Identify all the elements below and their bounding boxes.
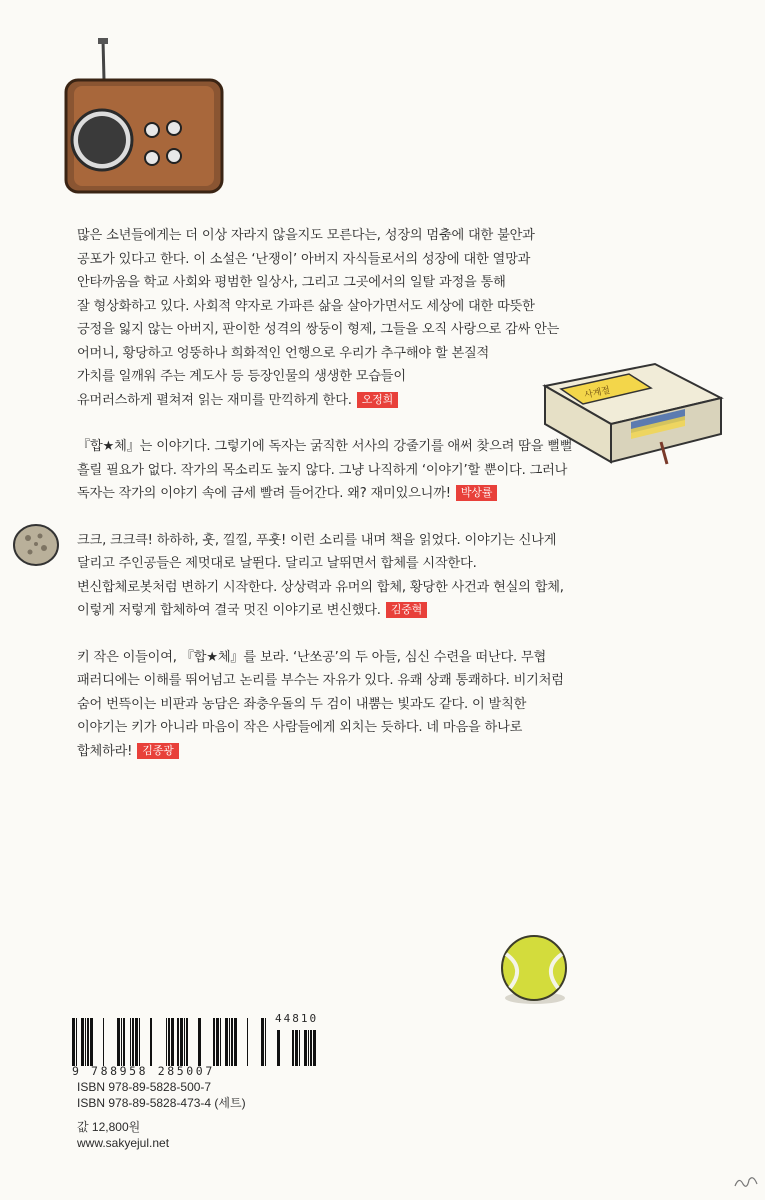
barcode-bar <box>166 1018 167 1066</box>
review-line: 키 작은 이들이여, 『합★체』를 보라. ‘난쏘공’의 두 아들, 심신 수련을 떠난다. 무협 <box>77 649 547 665</box>
price: 값 12,800원 <box>77 1120 141 1134</box>
barcode-bar <box>220 1018 221 1066</box>
review-line <box>77 482 637 506</box>
reviewer-name-tag: 오정희 <box>357 392 398 408</box>
review-paragraph <box>77 435 637 506</box>
review-line: 이야기는 키가 아니라 마음이 작은 사람들에게 외치는 듯하다. 네 마음을 하나로 <box>77 720 523 735</box>
barcode-bar <box>139 1018 140 1066</box>
review-line: 변신합체로봇처럼 변하기 시작한다. 상상력과 유머의 합체, 황당한 사건과 현실의 합체, <box>77 579 564 595</box>
price-block <box>77 1119 169 1151</box>
barcode-bar <box>198 1018 201 1066</box>
barcode-bar <box>265 1018 266 1066</box>
ean-barcode-bars <box>72 1018 267 1066</box>
website-link[interactable]: www.sakyejul.net <box>77 1136 170 1150</box>
barcode-bar <box>168 1018 170 1066</box>
review-line: 달리고 주인공들은 제멋대로 날뛴다. 달리고 날뛰면서 합체를 시작한다. <box>77 556 477 571</box>
barcode-bar <box>135 1018 138 1066</box>
barcode-bar <box>130 1018 131 1066</box>
reviewer-name-tag: 김종광 <box>137 743 178 759</box>
review-line-text: 이렇게 저렇게 합체하여 결국 멋진 이야기로 변신했다. <box>77 603 381 618</box>
barcode-bar <box>229 1018 230 1066</box>
barcode-bar <box>184 1018 185 1066</box>
barcode-bar <box>76 1018 77 1066</box>
barcode-bar <box>72 1018 75 1066</box>
isbn-line: ISBN 978-89-5828-500-7 <box>77 1080 212 1094</box>
review-line <box>77 599 637 623</box>
barcode-bar <box>247 1018 248 1066</box>
barcode-bar <box>295 1030 298 1066</box>
barcode-bar <box>117 1018 120 1066</box>
review-line-text: 유머러스하게 펼쳐져 읽는 재미를 만끽하게 한다. <box>77 392 352 408</box>
review-section <box>77 224 637 786</box>
reviewer-name-tag: 박상률 <box>456 485 497 501</box>
barcode-bar <box>123 1018 125 1066</box>
barcode-bar <box>87 1018 89 1066</box>
addon-digits: 44810 <box>275 1012 319 1025</box>
barcode-bar <box>132 1018 134 1066</box>
review-line-text: 합체하라! <box>77 743 133 759</box>
barcode-bar <box>310 1030 312 1066</box>
review-line: 흘릴 필요가 없다. 작가의 목소리도 높지 않다. 그냥 나직하게 ‘이야기’할 뿐이다. 그러나 <box>77 462 568 478</box>
review-line: 잘 형상화하고 있다. 사회적 약자로 가파른 삶을 살아가면서도 세상에 대한 따뜻한 <box>77 298 535 314</box>
review-paragraph <box>77 646 637 764</box>
barcode-bar <box>85 1018 86 1066</box>
barcode-bar <box>304 1030 307 1066</box>
review-line: 크크, 크크큭! 하하하, 훗, 낄낄, 푸훗! 이런 소리를 내며 책을 읽었다. 이야기는 신나게 <box>77 532 557 548</box>
barcode-bar <box>171 1018 174 1066</box>
barcode-bar <box>213 1018 215 1066</box>
stone-illustration <box>10 520 62 568</box>
barcode-bar <box>292 1030 294 1066</box>
review-line <box>77 740 637 764</box>
barcode-bar <box>177 1018 179 1066</box>
review-line <box>77 389 637 413</box>
review-line: 많은 소년들에게는 더 이상 자라지 않을지도 모른다는, 성장의 멈춤에 대한 불안과 <box>77 228 535 243</box>
barcode-bar <box>216 1018 219 1066</box>
review-line: 어머니, 황당하고 엉뚱하나 희화적인 언행으로 우리가 추구해야 할 본질적 <box>77 345 490 361</box>
barcode-bar <box>299 1030 300 1066</box>
barcode-bar <box>277 1030 280 1066</box>
barcode-bar <box>81 1018 84 1066</box>
review-line: 『합★체』는 이야기다. 그렇기에 독자는 굵직한 서사의 강줄기를 애써 찾으려 땀을 뻘뻘 <box>77 439 573 454</box>
artist-signature <box>733 1172 761 1192</box>
barcode-bar <box>231 1018 233 1066</box>
addon-barcode-bars <box>277 1030 323 1066</box>
isbn-line: ISBN 978-89-5828-473-4 (세트) <box>77 1096 246 1110</box>
barcode-bar <box>90 1018 93 1066</box>
book-cover-text: 사계절 <box>583 385 612 401</box>
barcode-bar <box>225 1018 228 1066</box>
barcode-bar <box>121 1018 122 1066</box>
isbn-barcode <box>72 1012 342 1078</box>
ean-digits: 9 788958 285007 <box>72 1064 215 1078</box>
review-line: 숨어 번뜩이는 비판과 농담은 좌충우돌의 두 검이 내뿜는 빛과도 같다. 이 발칙한 <box>77 696 527 712</box>
review-line: 가치를 일깨워 주는 계도사 등 등장인물의 생생한 모습들이 <box>77 369 406 384</box>
review-line: 긍정을 잃지 않는 아버지, 판이한 성격의 쌍둥이 형제, 그들을 오직 사랑으로 감싸 안는 <box>77 322 560 337</box>
barcode-bar <box>103 1018 104 1066</box>
tennis-ball-illustration <box>496 932 574 1008</box>
radio-illustration <box>62 36 224 196</box>
review-line: 패러디에는 이해를 뛰어넘고 논리를 부수는 자유가 있다. 유쾌 상쾌 통쾌하다. 비기처럼 <box>77 673 564 688</box>
barcode-bar <box>186 1018 188 1066</box>
barcode-bar <box>261 1018 264 1066</box>
review-paragraph <box>77 529 637 623</box>
review-line-text: 독자는 작가의 이야기 속에 금세 빨려 들어간다. 왜? 재미있으니까! <box>77 486 451 501</box>
barcode-bar <box>234 1018 237 1066</box>
barcode-bar <box>308 1030 309 1066</box>
review-line: 안타까움을 학교 사회와 평범한 일상사, 그리고 그곳에서의 일탈 과정을 통해 <box>77 275 506 290</box>
review-paragraph <box>77 224 637 412</box>
barcode-bar <box>313 1030 316 1066</box>
barcode-bar <box>150 1018 152 1066</box>
barcode-bar <box>180 1018 183 1066</box>
review-line: 공포가 있다고 한다. 이 소설은 ‘난쟁이’ 아버지 자식들로서의 성장에 대한 열망과 <box>77 251 531 267</box>
reviewer-name-tag: 김중혁 <box>386 602 427 618</box>
isbn-block <box>77 1079 246 1111</box>
